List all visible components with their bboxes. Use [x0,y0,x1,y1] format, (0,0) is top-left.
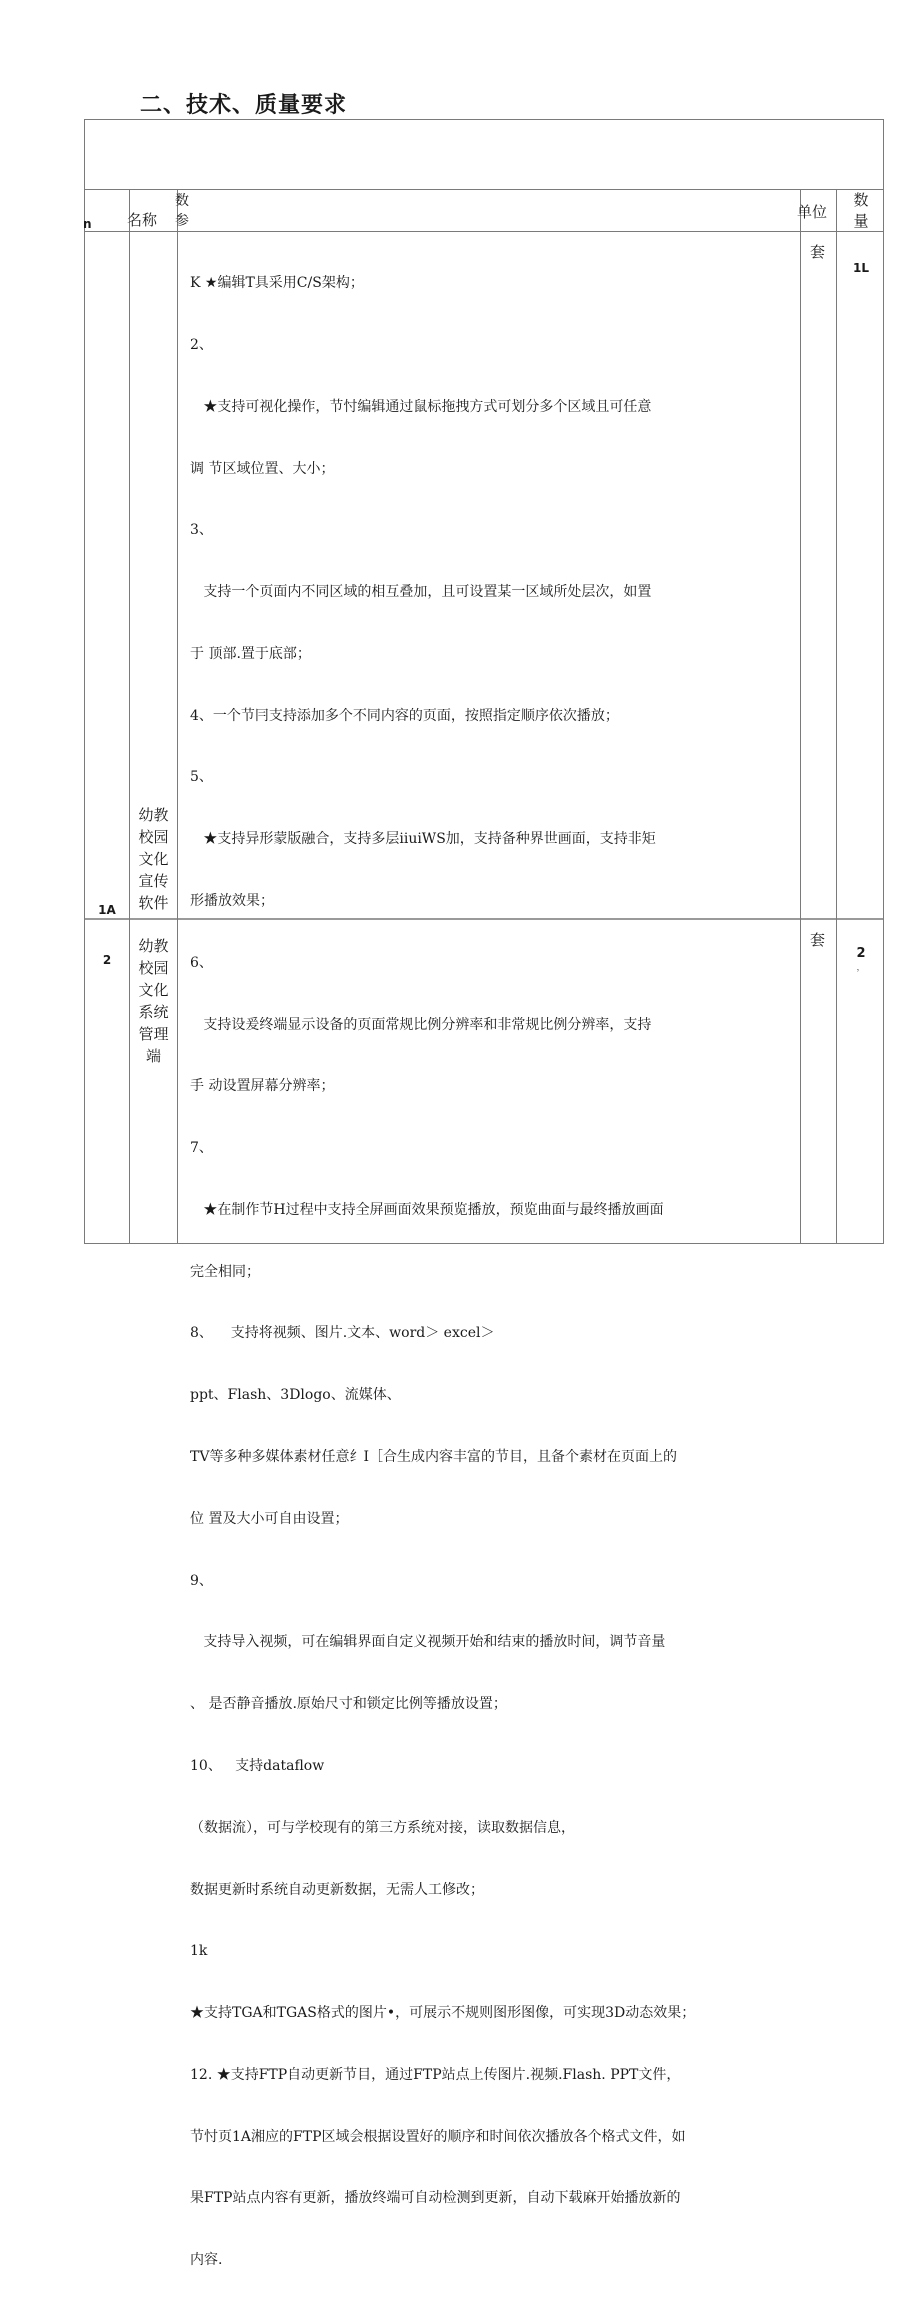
param-line: 6、 [190,954,213,971]
param-line: 5、 [190,769,213,786]
column-divider [177,189,178,1243]
name-line: 管理 [138,1025,169,1043]
name-line: 文化 [138,850,169,868]
header-params [175,191,189,231]
param-line: 7、 [190,1140,213,1157]
name-line: 幼教 [138,806,169,824]
param-line: 节忖页1A湘应的FTP区域会根据设置好的顺序和时间依次播放各个格式文件，如 [190,2128,686,2145]
param-line: K ★编辑T具采用C/S架构； [190,275,364,292]
param-line: 3、 [190,522,213,539]
param-line: ★支持TGA和TGAS格式的图片•，可展示不规则图形图像，可实现3D动态效果； [190,2005,696,2022]
param-line: 12. ★支持FTP自动更新节目，通过FTP站点上传图片.视频.Flash. PPT文件， [190,2066,681,2083]
header-qty-line1: 数 [853,191,869,209]
row1-index: 1A [98,903,116,917]
param-line: 支持导入视频，可在编辑界面自定义视频开始和结束的播放时间，调节音量 [190,1634,666,1651]
param-line: ★支持可视化操作，节忖编辑通过鼠标拖拽方式可划分多个区域且可任意 [190,398,652,415]
header-qty-line2: 量 [853,212,869,230]
param-line: 9、 [190,1572,213,1589]
param-line: 内容. [190,2252,223,2269]
name-line: 校园 [138,828,169,846]
name-line: 幼教 [138,937,169,955]
param-line: 完全相同； [190,1263,260,1280]
param-line: 位 置及大小可自由设置； [190,1510,349,1527]
param-line: 1k [190,1943,208,1960]
name-line: 软件 [138,894,169,912]
param-line: 、 是否静音播放.原始尺寸和锁定比例等播放设置； [190,1696,507,1713]
param-line: 于 顶部.置于底部； [190,645,311,662]
param-line: 4、一个节冃支持添加多个不同内容的页面，按照指定顺序依次播放； [190,707,619,724]
name-line: 系统 [138,1003,169,1021]
row1-quantity: 1L [853,261,869,275]
param-line: ppt、Flash、3Dlogo、流媒体、 [190,1387,401,1404]
param-line: 调 节区域位置、大小； [190,460,335,477]
row-divider [85,189,883,190]
row2-unit: 套 [810,931,826,949]
param-line: 数据更新时系统自动更新数据，无需人工修改； [190,1881,484,1898]
param-line: 果FTP站点内容有更新，播放终端可自动检测到更新，自动下载麻开始播放新的 [190,2190,681,2207]
row2-quantity: 2 [856,946,866,961]
row2-name [130,935,177,1067]
param-line: 10、 支持dataflow [190,1757,325,1774]
param-line: ★在制作节H过程中支持全屏画面效果预览播放，预览曲面与最终播放画面 [190,1201,664,1218]
param-line: 支持一个页面内不同区域的相互叠加，且可设置某一区域所处层次，如置 [190,584,652,601]
header-unit: 单位 [797,203,828,221]
name-line: 校园 [138,959,169,977]
header-quantity [837,190,885,232]
param-line: 手 动设置屏幕分辨率； [190,1078,335,1095]
row2-quantity-mark: ， [856,963,866,973]
column-divider [129,189,130,1243]
row1-unit: 套 [810,243,826,261]
name-line: 端 [145,1047,161,1065]
param-line: TV等多种多媒体素材任意纟I［合生成内容丰富的节目，且备个素材在页面上的 [190,1449,677,1466]
row2-index: 2 [102,953,112,967]
row1-name [130,804,177,914]
row1-parameters [190,232,802,2269]
header-index: n [83,217,92,231]
param-line: 2、 [190,336,213,353]
column-divider [836,189,837,1243]
param-line: 形播放效果； [190,893,274,909]
name-line: 宣传 [138,872,169,890]
header-params-line2: 参 [175,213,189,229]
param-line: 8、 支持将视频、图片.文本、word＞ excel＞ [190,1325,495,1342]
header-params-line1: 数 [175,193,189,209]
param-line: ★支持异形蒙版融合，支持多层iiuiWS加，支持备种界世画面，支持非矩 [190,831,656,848]
section-heading: 二、技术、质量要求 [140,93,348,118]
requirements-table [83,119,884,2269]
param-line: （数据流），可与学校现有的第三方系统对接，读取数据信息， [190,1819,575,1836]
header-name: 名称 [127,211,158,229]
param-line: 支持设爰终端显示设备的页面常规比例分辨率和非常规比例分辨率，支持 [190,1016,652,1033]
name-line: 文化 [138,981,169,999]
